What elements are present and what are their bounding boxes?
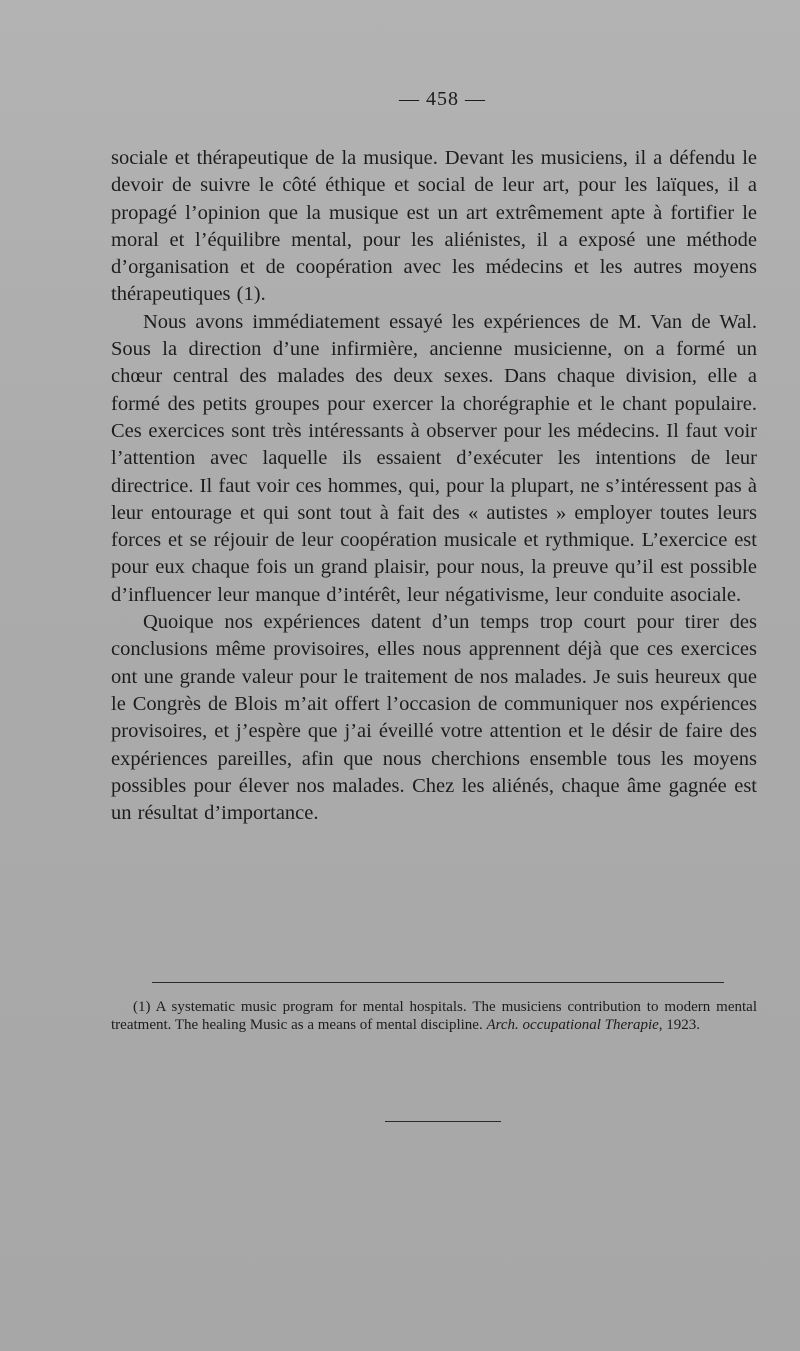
footnote-year: , 1923. [658, 1016, 701, 1033]
footnote-text: (1) A systematic music program for mental hospitals. The musiciens contribution to modern mental treatment. The healing Music as a means of mental discipline. [111, 999, 757, 1033]
footnote-journal: Arch. occupational Therapie [486, 1016, 659, 1033]
end-rule [385, 1121, 501, 1122]
body-text [111, 145, 757, 827]
paragraph-3: Quoique nos expériences datent d’un temps trop court pour tirer des conclusions même provisoires, elles nous apprennent déjà que ces exercices ont une grande valeur pour le traitement de nos malades. Je suis heureux que le Congrès de Blois m’ait offert l’occasion de communiquer nos expériences provisoires, et j’espère que j’ai éveillé votre attention et le désir de faire des expériences pareilles, afin que nous cherchions ensemble tous les moyens possibles pour élever nos malades. Chez les aliénés, chaque âme gagnée est un résultat d’importance. [111, 611, 757, 825]
paragraph-1: sociale et thérapeutique de la musique. Devant les musiciens, il a défendu le devoir de suivre le côté éthique et social de leur art, pour les laïques, il a propagé l’opinion que la musique est un art extrêmement apte à fortifier le moral et l’équilibre mental, pour les aliénistes, il a exposé une méthode d’organisation et de coopération avec les médecins et les autres moyens thérapeutiques (1). [111, 147, 757, 306]
footnote [111, 999, 757, 1034]
page-number: — 458 — [399, 88, 486, 110]
footnote-separator-rule [152, 982, 724, 983]
paragraph-2: Nous avons immédiatement essayé les expériences de M. Van de Wal. Sous la direction d’une infirmière, ancienne musicienne, on a formé un chœur central des malades des deux sexes. Dans chaque division, elle a formé des petits groupes pour exercer la chorégraphie et le chant populaire. Ces exercices sont très intéressants à observer pour les médecins. Il faut voir l’attention avec laquelle ils essaient d’exécuter les intentions de leur directrice. Il faut voir ces hommes, qui, pour la plupart, ne s’intéressent pas à leur entourage et qui sont tout à fait des « autistes » employer toutes leurs forces et se réjouir de leur coopération musicale et rythmique. L’exercice est pour eux chaque fois un grand plaisir, pour nous, la preuve qu’il est possible d’influencer leur manque d’intérêt, leur négativisme, leur conduite asociale. [111, 310, 757, 606]
